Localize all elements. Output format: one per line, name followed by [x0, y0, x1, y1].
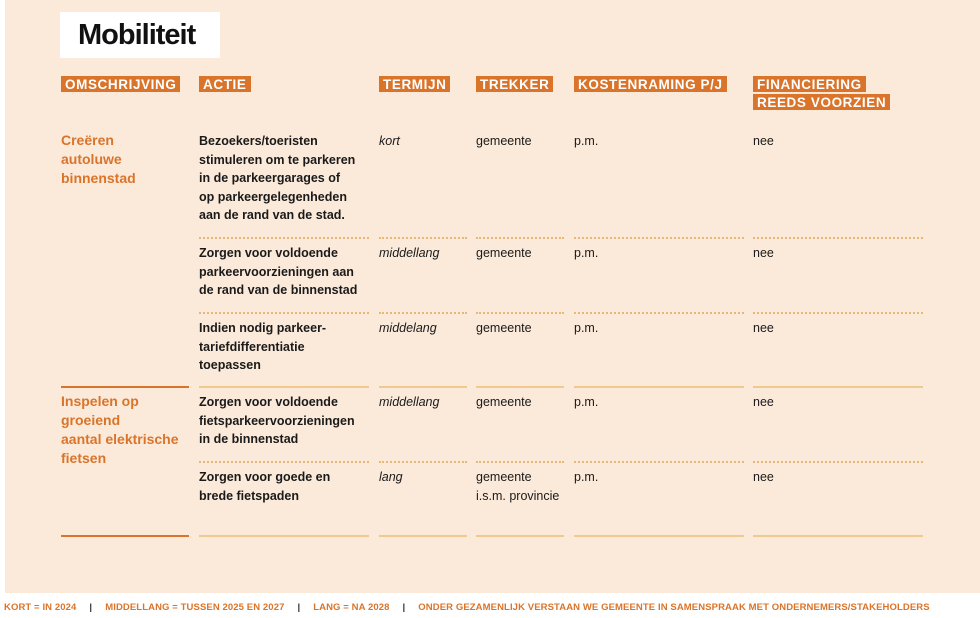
legend-separator: | [402, 602, 406, 613]
legend-kort: KORT = IN 2024 [4, 602, 77, 613]
header-termijn: TERMIJN [379, 76, 450, 94]
legend-gezamenlijk: ONDER GEZAMENLIJK VERSTAAN WE GEMEENTE IN SAMENSPRAAK MET ONDERNEMERS/STAKEHOLDERS [418, 602, 930, 613]
kosten-cell: p.m. [574, 134, 599, 148]
row-divider [199, 312, 369, 314]
actie-cell: Bezoekers/toeristen stimuleren om te parkeren in de parkeergarages of op parkeergelegenheden aan de rand van de stad. [199, 134, 356, 223]
trekker-cell: gemeente [476, 246, 532, 260]
financiering-cell: nee [753, 321, 774, 335]
footer-legend [4, 602, 930, 613]
table-bottom-rule [476, 535, 564, 537]
trekker-cell: gemeente [476, 321, 532, 335]
termijn-cell: middelang [379, 321, 437, 335]
kosten-cell: p.m. [574, 470, 599, 484]
actie-cell: Zorgen voor goede en brede fietspaden [199, 470, 331, 503]
trekker-cell: gemeente i.s.m. provincie [476, 470, 560, 503]
group-divider [753, 386, 923, 388]
table-bottom-rule [61, 535, 189, 537]
group-divider [199, 386, 369, 388]
row-divider [476, 237, 564, 239]
table-bottom-rule [574, 535, 744, 537]
header-trekker: TREKKER [476, 76, 553, 94]
group-divider [476, 386, 564, 388]
trekker-cell: gemeente [476, 395, 532, 409]
row-divider [379, 312, 467, 314]
financiering-cell: nee [753, 395, 774, 409]
row-divider [753, 461, 923, 463]
legend-middellang: MIDDELLANG = TUSSEN 2025 EN 2027 [105, 602, 285, 613]
legend-lang: LANG = NA 2028 [313, 602, 390, 613]
termijn-cell: kort [379, 134, 400, 148]
group-divider [379, 386, 467, 388]
row-divider [379, 461, 467, 463]
group-omschrijving: Inspelen op groeiend aantal elektrische fietsen [61, 393, 179, 466]
termijn-cell: middellang [379, 395, 440, 409]
group-divider [574, 386, 744, 388]
row-divider [574, 461, 744, 463]
termijn-cell: lang [379, 470, 403, 484]
row-divider [476, 312, 564, 314]
page-title: Mobiliteit [78, 19, 196, 51]
table-bottom-rule [379, 535, 467, 537]
row-divider [574, 312, 744, 314]
kosten-cell: p.m. [574, 395, 599, 409]
table-bottom-rule [753, 535, 923, 537]
row-divider [199, 461, 369, 463]
row-divider [379, 237, 467, 239]
group-divider [61, 386, 189, 388]
row-divider [476, 461, 564, 463]
header-omschrijving: OMSCHRIJVING [61, 76, 180, 94]
termijn-cell: middellang [379, 246, 440, 260]
financiering-cell: nee [753, 134, 774, 148]
header-financiering: FINANCIERING REEDS VOORZIEN [753, 76, 890, 112]
group-omschrijving: Creëren autoluwe binnenstad [61, 132, 136, 186]
financiering-cell: nee [753, 470, 774, 484]
kosten-cell: p.m. [574, 246, 599, 260]
kosten-cell: p.m. [574, 321, 599, 335]
row-divider [199, 237, 369, 239]
actie-cell: Zorgen voor voldoende parkeervoorzieningen aan de rand van de binnenstad [199, 246, 358, 298]
row-divider [753, 237, 923, 239]
header-kostenraming: KOSTENRAMING P/J [574, 76, 727, 94]
legend-separator: | [297, 602, 301, 613]
financiering-cell: nee [753, 246, 774, 260]
header-actie: ACTIE [199, 76, 251, 94]
table-bottom-rule [199, 535, 369, 537]
actie-cell: Indien nodig parkeer- tariefdifferentiatie toepassen [199, 321, 327, 373]
row-divider [753, 312, 923, 314]
actie-cell: Zorgen voor voldoende fietsparkeervoorzieningen in de binnenstad [199, 395, 355, 447]
row-divider [574, 237, 744, 239]
legend-separator: | [89, 602, 93, 613]
trekker-cell: gemeente [476, 134, 532, 148]
